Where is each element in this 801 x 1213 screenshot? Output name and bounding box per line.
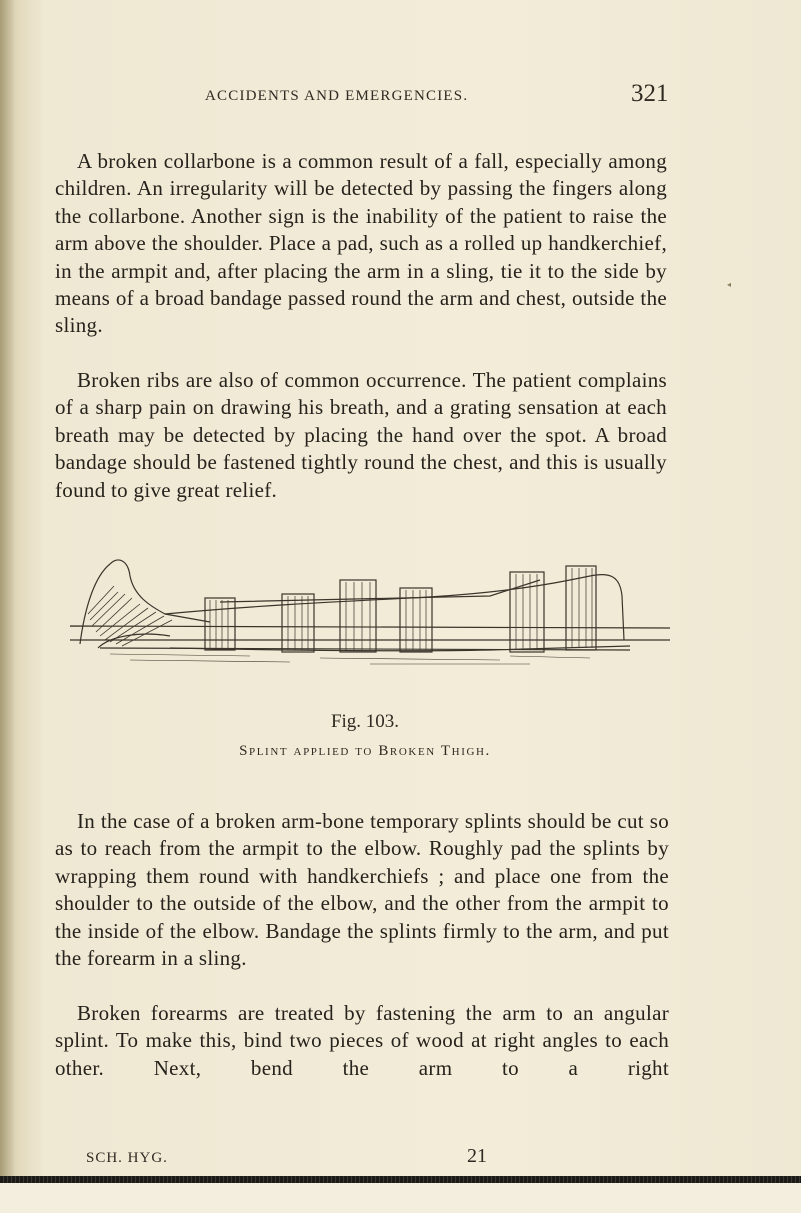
paragraph-forearm: Broken forearms are treated by fastening the arm to an angular splint. To make this, bind two pieces of wood at right angles to each other. Next, bend the arm to a right [55, 1001, 669, 1080]
leg-outline [165, 576, 590, 614]
signature-number: 21 [467, 1145, 487, 1167]
running-head: ACCIDENTS AND EMERGENCIES. [205, 88, 469, 104]
leg-splint-engraving [70, 536, 670, 696]
paragraph-collarbone: A broken collarbone is a common result of a fall, especially among children. An irregularity will be detected by passing the fingers along the collarbone. Another sign is the inability of the patient to raise the arm above the shoulder. Place a pad, such as a rolled up handkerchief, in the armpit and, after placing the arm in a sling, tie it to the side by means of a broad bandage passed round the arm and chest, outside the sling. [55, 149, 667, 338]
figure-caption: Splint applied to Broken Thigh. [239, 743, 491, 759]
page-bottom-edge [0, 1176, 801, 1183]
signature-mark: SCH. HYG. [86, 1150, 168, 1166]
page-bottom-margin [0, 1183, 801, 1213]
paragraph-arm-bone: In the case of a broken arm-bone temporary splints should be cut so as to reach from the armpit to the elbow. Roughly pad the splints by wrapping them round with handkerchiefs ; and place one from the shoulder to the outside of the elbow, and the other from the armpit to the inside of the elbow. Bandage the splints firmly to the arm, and put the forearm in a sling. [55, 809, 669, 971]
paragraph-ribs: Broken ribs are also of common occurrence. The patient complains of a sharp pain on drawing his breath, and a grating sensation at each breath may be detected by placing the hand over the spot. A broad bandage should be fastened tightly round the chest, and this is usually found to give great relief. [55, 368, 667, 502]
book-spine-edge [0, 0, 14, 1213]
page-number: 321 [631, 80, 669, 107]
figure-label: Fig. 103. [330, 711, 400, 732]
figure-splint-illustration [70, 536, 670, 696]
margin-speck: ◂ [727, 280, 732, 289]
